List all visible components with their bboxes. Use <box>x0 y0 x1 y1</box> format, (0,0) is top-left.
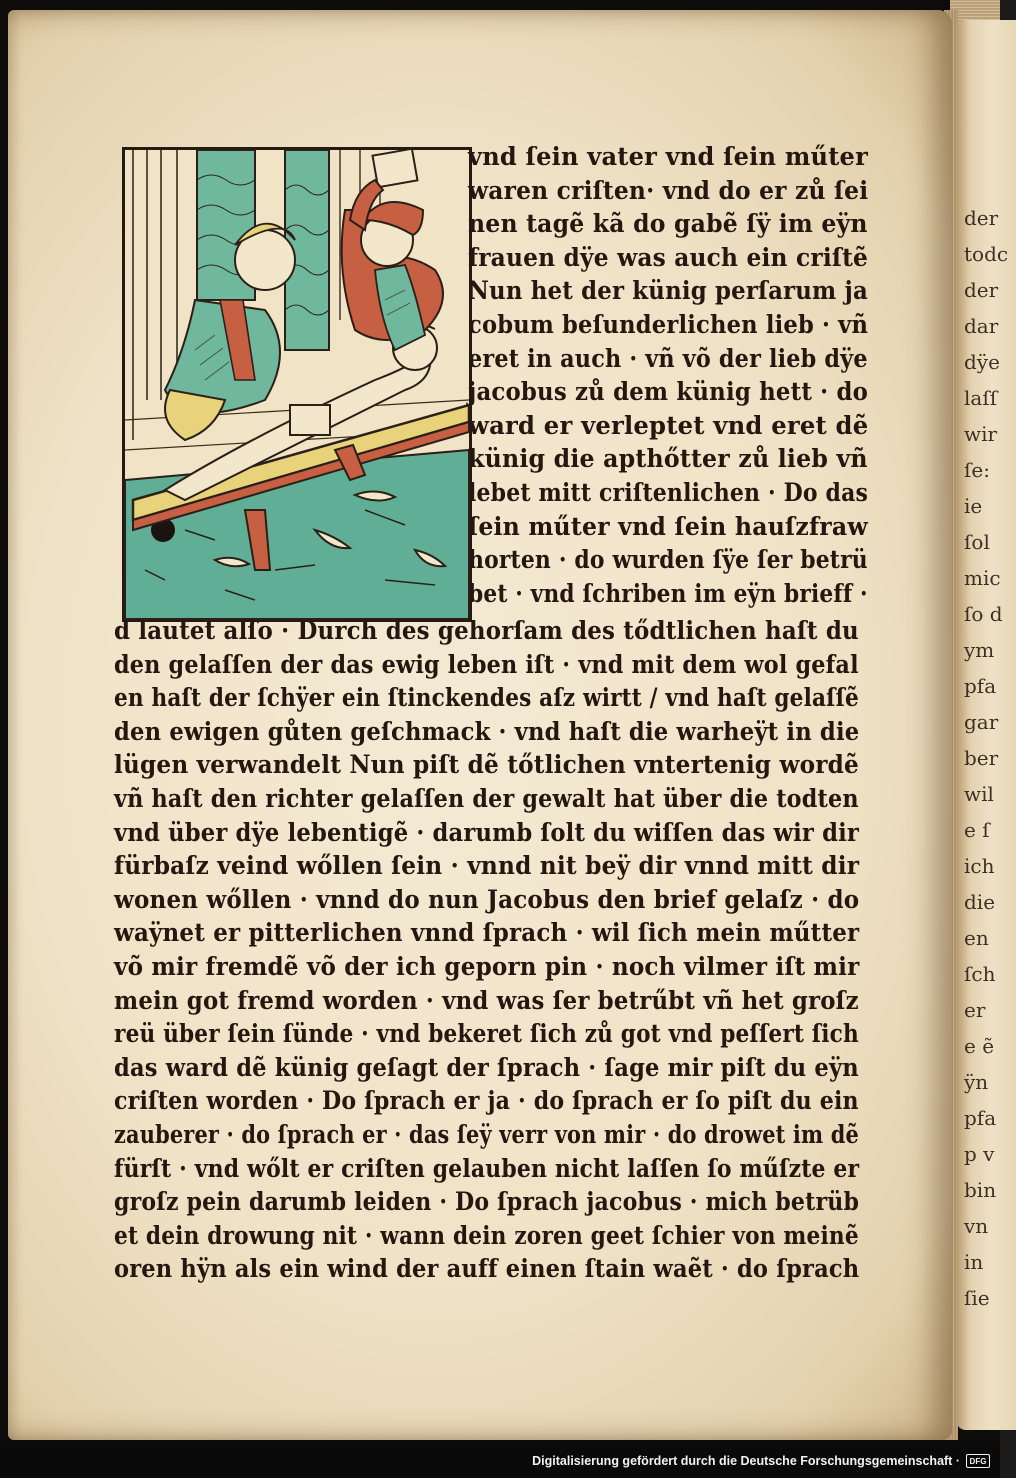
text-column-beside-image <box>468 142 888 612</box>
text-line: d lautet alſo · Durch des gehorſam des tődtlichen haſt du <box>114 616 859 645</box>
next-page-fragment: ſol <box>964 530 990 554</box>
next-page-fragment: der <box>964 278 999 302</box>
next-page-fragment: pfa <box>964 674 997 698</box>
digitization-footer <box>0 1446 1000 1478</box>
text-line: horten · do wurden ſÿe ſer betrü <box>468 545 868 575</box>
text-line: bet · vnd ſchriben im eÿn brieff · <box>468 578 868 608</box>
next-page-fragment: p v <box>964 1142 995 1166</box>
text-line: reü über ſein ſünde · vnd bekeret ſich zů got vnd peſſert ſich <box>114 1019 859 1049</box>
footer-credit: Digitalisierung gefördert durch die Deutsche Forschungsgemeinschaft · <box>532 1454 960 1468</box>
text-block-full-width <box>114 616 874 1316</box>
next-page-fragment: in <box>964 1250 984 1274</box>
book-page <box>8 10 952 1440</box>
text-line: Nun het der künig perſarum ja <box>468 276 868 306</box>
text-line: nen tagẽ kã do gabẽ ſÿ im eÿn <box>468 209 868 239</box>
next-page-fragment: ſie <box>964 1286 990 1310</box>
text-line: vnd über dÿe lebentigẽ · darumb ſolt du wiſſen das wir dir <box>114 817 860 847</box>
text-line: vnd ſein vater vnd ſein műter <box>468 142 868 171</box>
next-page-fragment: ſe: <box>964 458 990 482</box>
text-line: jacobus zů dem künig hett · do <box>468 377 868 407</box>
next-page-fragment: er <box>964 998 986 1022</box>
woodcut-illustration <box>122 147 472 622</box>
text-line: võ mir fremdẽ võ der ich geporn pin · noch vilmer iſt mir <box>114 952 860 981</box>
text-line: fürſt · vnd wőlt er criſten gelauben nicht laſſen ſo műſzte er <box>114 1153 860 1183</box>
text-line: criſten worden · Do ſprach er ja · do ſprach er ſo piſt du ein <box>114 1086 859 1116</box>
text-line: den gelaſſen der das ewig leben iſt · vnd mit dem wol gefal <box>114 649 859 679</box>
next-page-fragment: wil <box>964 782 994 806</box>
text-line: waÿnet er pitterlichen vnnd ſprach · wil ſich mein műtter <box>114 918 860 948</box>
text-line: waren criſten· vnd do er zů ſei <box>468 175 869 205</box>
next-page-fragment: dar <box>964 314 999 338</box>
next-page-fragment: todc <box>964 242 1009 266</box>
next-page-fragment: gar <box>964 710 999 734</box>
next-page-fragment: ie <box>964 494 983 518</box>
next-page-fragment: pfa <box>964 1106 997 1130</box>
text-line: lebet mitt criſtenlichen · Do das <box>468 478 869 507</box>
text-line: groſz pein darumb leiden · Do ſprach jacobus · mich betrüb <box>114 1187 860 1217</box>
next-page-fragment: en <box>964 926 989 950</box>
next-page-fragment: dÿe <box>964 350 1000 374</box>
next-page-fragment: der <box>964 206 999 230</box>
next-page-fragment: e ſ <box>964 818 990 842</box>
text-line: oren hÿn als ein wind der auff einen ſtain waẽt · do ſprach <box>114 1254 860 1284</box>
text-line: ſein műter vnd ſein hauſzfraw <box>468 511 868 541</box>
text-line: eret in auch · vñ võ der lieb dÿe <box>468 343 868 373</box>
text-line: en haſt der ſchÿer ein ſtinckendes aſz wirtt / vnd haſt gelaſſẽ <box>114 683 859 713</box>
next-page-fragment: ber <box>964 746 999 770</box>
text-line: ward er verleptet vnd eret dẽ <box>468 410 869 440</box>
next-page-fragment: laſſ <box>964 386 998 410</box>
text-line: cobum beſunderlichen lieb · vñ <box>468 310 869 339</box>
next-page-fragment: wir <box>964 422 998 446</box>
next-page-fragment: ſo d <box>964 602 1003 626</box>
text-line: den ewigen gůten geſchmack · vnd haſt die warheÿt in die <box>114 716 860 746</box>
next-page <box>956 20 1016 1430</box>
text-line: fürbaſz veind wőllen ſein · vnnd nit beÿ dir vnnd mitt dir <box>114 851 860 881</box>
text-line: lügen verwandelt Nun piſt dẽ tőtlichen vntertenig wordẽ <box>114 750 859 780</box>
next-page-fragment: ÿn <box>964 1070 989 1094</box>
next-page-fragment: vn <box>964 1214 989 1238</box>
text-line: künig die apthőtter zů lieb vñ <box>468 444 868 474</box>
text-line: das ward dẽ künig geſagt der ſprach · ſage mir piſt du eÿn <box>114 1052 859 1082</box>
dfg-logo-icon: DFG <box>966 1454 990 1468</box>
next-page-fragment: ſch <box>964 962 996 986</box>
next-page-fragment: ich <box>964 854 995 878</box>
text-line: frauen dÿe was auch ein criſtẽ <box>468 242 869 272</box>
text-line: et dein drowung nit · wann dein zoren geet ſchier von meinẽ <box>114 1220 859 1250</box>
text-line: vñ haſt den richter gelaſſen der gewalt hat über die todten <box>114 784 859 813</box>
text-line: mein got fremd worden · vnd was ſer betrűbt vñ het groſz <box>114 985 859 1015</box>
next-page-fragment: ym <box>964 638 995 662</box>
text-line: zauberer · do ſprach er · das ſeÿ verr von mir · do drowet im dẽ <box>114 1120 859 1149</box>
next-page-fragment: die <box>964 890 996 914</box>
woodcut-image <box>125 150 469 619</box>
next-page-fragment: e ẽ <box>964 1034 995 1058</box>
next-page-fragment: bin <box>964 1178 997 1202</box>
text-line: wonen wőllen · vnnd do nun Jacobus den brief gelaſz · do <box>114 884 860 914</box>
next-page-fragment: mic <box>964 566 1001 590</box>
